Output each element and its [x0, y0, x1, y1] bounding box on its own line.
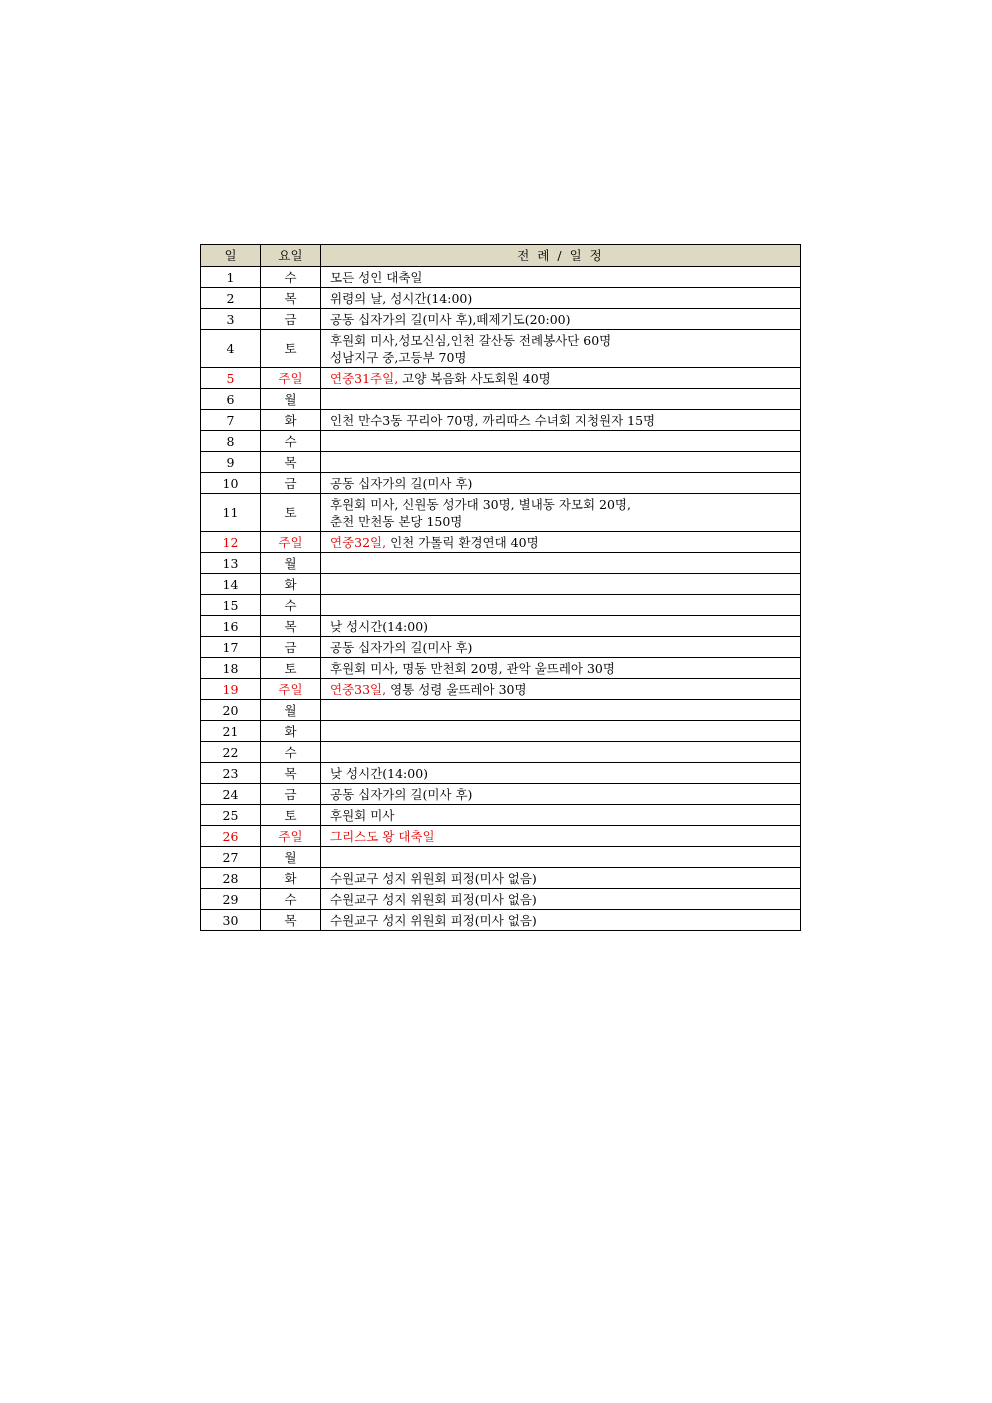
- events-cell: [321, 763, 801, 784]
- event-text: 공동 십자가의 길(미사 후),떼제기도(20:00): [330, 311, 571, 327]
- day-cell: 3: [201, 309, 261, 330]
- event-line: [330, 913, 537, 928]
- table-row: [201, 494, 801, 532]
- events-cell: [321, 616, 801, 637]
- day-cell: 25: [201, 805, 261, 826]
- event-line: [330, 619, 428, 634]
- event-text: 수원교구 성지 위원회 피정(미사 없음): [330, 912, 537, 928]
- event-text: 후원회 미사, 명동 만천회 20명, 관악 울뜨레아 30명: [330, 660, 615, 676]
- event-line: [330, 291, 472, 306]
- events-cell: [321, 826, 801, 847]
- day-cell: 2: [201, 288, 261, 309]
- weekday-cell: 주일: [261, 368, 321, 389]
- events-cell: [321, 784, 801, 805]
- event-text: 위령의 날, 성시간(14:00): [330, 290, 473, 306]
- event-line: 춘천 만천동 본당 150명: [330, 513, 463, 529]
- weekday-cell: 수: [261, 267, 321, 288]
- event-line: [330, 871, 537, 886]
- table-row: [201, 532, 801, 553]
- event-line: [330, 766, 428, 781]
- day-cell: 13: [201, 553, 261, 574]
- weekday-cell: 금: [261, 473, 321, 494]
- events-cell: [321, 410, 801, 431]
- weekday-cell: 목: [261, 616, 321, 637]
- event-line: [330, 476, 472, 491]
- events-cell: [321, 721, 801, 742]
- weekday-cell: 토: [261, 805, 321, 826]
- day-cell: 19: [201, 679, 261, 700]
- day-cell: 4: [201, 330, 261, 368]
- header-weekday: 요일: [261, 245, 321, 267]
- weekday-cell: 목: [261, 763, 321, 784]
- weekday-cell: 주일: [261, 679, 321, 700]
- weekday-cell: 주일: [261, 532, 321, 553]
- event-text: 영통 성령 울뜨레아 30명: [386, 681, 527, 697]
- day-cell: 30: [201, 910, 261, 931]
- weekday-cell: 목: [261, 910, 321, 931]
- events-cell: [321, 389, 801, 410]
- table-row: [201, 288, 801, 309]
- event-line: [330, 829, 435, 844]
- weekday-cell: 월: [261, 847, 321, 868]
- events-cell: [321, 595, 801, 616]
- event-line: [330, 371, 551, 386]
- event-text: 공동 십자가의 길(미사 후): [330, 475, 473, 491]
- event-text: 모든 성인 대축일: [330, 269, 423, 285]
- weekday-cell: 토: [261, 494, 321, 532]
- event-line: [330, 270, 422, 285]
- day-cell: 21: [201, 721, 261, 742]
- day-cell: 10: [201, 473, 261, 494]
- events-cell: [321, 847, 801, 868]
- event-line: 후원회 미사, 신원동 성가대 30명, 별내동 자모회 20명,: [330, 496, 631, 512]
- table-row: [201, 679, 801, 700]
- day-cell: 23: [201, 763, 261, 784]
- events-cell: [321, 532, 801, 553]
- table-row: [201, 658, 801, 679]
- day-cell: 15: [201, 595, 261, 616]
- weekday-cell: 수: [261, 431, 321, 452]
- weekday-cell: 금: [261, 309, 321, 330]
- weekday-cell: 주일: [261, 826, 321, 847]
- weekday-cell: 수: [261, 595, 321, 616]
- schedule-table: [200, 244, 801, 931]
- events-cell: [321, 309, 801, 330]
- table-row: [201, 826, 801, 847]
- day-cell: 11: [201, 494, 261, 532]
- events-cell: [321, 452, 801, 473]
- events-cell: [321, 679, 801, 700]
- table-row: [201, 574, 801, 595]
- table-row: [201, 389, 801, 410]
- day-cell: 5: [201, 368, 261, 389]
- table-row: [201, 452, 801, 473]
- table-row: [201, 742, 801, 763]
- day-cell: 16: [201, 616, 261, 637]
- day-cell: 28: [201, 868, 261, 889]
- day-cell: 7: [201, 410, 261, 431]
- day-cell: 26: [201, 826, 261, 847]
- weekday-cell: 목: [261, 288, 321, 309]
- events-cell: [321, 658, 801, 679]
- events-cell: [321, 368, 801, 389]
- events-cell: [321, 700, 801, 721]
- header-events: 전 례 / 일 정: [321, 245, 801, 267]
- feast-label: 그리스도 왕 대축일: [330, 828, 435, 844]
- weekday-cell: 금: [261, 784, 321, 805]
- day-cell: 20: [201, 700, 261, 721]
- table-row: [201, 700, 801, 721]
- weekday-cell: 월: [261, 389, 321, 410]
- table-row: [201, 431, 801, 452]
- weekday-cell: 목: [261, 452, 321, 473]
- schedule-body: [201, 267, 801, 931]
- day-cell: 27: [201, 847, 261, 868]
- table-row: [201, 784, 801, 805]
- event-text: 인천 만수3동 꾸리아 70명, 까리따스 수녀회 지청원자 15명: [330, 412, 656, 428]
- weekday-cell: 화: [261, 410, 321, 431]
- event-line: [330, 661, 615, 676]
- event-text: 수원교구 성지 위원회 피정(미사 없음): [330, 891, 537, 907]
- day-cell: 22: [201, 742, 261, 763]
- table-row: [201, 267, 801, 288]
- event-line: [330, 787, 472, 802]
- event-line: [330, 808, 394, 823]
- weekday-cell: 화: [261, 868, 321, 889]
- weekday-cell: 토: [261, 330, 321, 368]
- table-row: [201, 473, 801, 494]
- table-row: [201, 410, 801, 431]
- event-text: 인천 가톨릭 환경연대 40명: [386, 534, 539, 550]
- event-text: 고양 복음화 사도회원 40명: [398, 370, 551, 386]
- table-row: [201, 616, 801, 637]
- events-cell: [321, 473, 801, 494]
- event-text: 공동 십자가의 길(미사 후): [330, 639, 473, 655]
- weekday-cell: 수: [261, 889, 321, 910]
- header-day: 일: [201, 245, 261, 267]
- table-row: [201, 763, 801, 784]
- events-cell: [321, 553, 801, 574]
- table-row: [201, 637, 801, 658]
- events-cell: [321, 805, 801, 826]
- table-row: [201, 889, 801, 910]
- day-cell: 8: [201, 431, 261, 452]
- events-cell: [321, 889, 801, 910]
- table-row: [201, 330, 801, 368]
- weekday-cell: 토: [261, 658, 321, 679]
- events-cell: [321, 868, 801, 889]
- event-text: 공동 십자가의 길(미사 후): [330, 786, 473, 802]
- table-row: [201, 595, 801, 616]
- day-cell: 18: [201, 658, 261, 679]
- day-cell: 9: [201, 452, 261, 473]
- header-row: [201, 245, 801, 267]
- event-text: 낮 성시간(14:00): [330, 765, 429, 781]
- day-cell: 24: [201, 784, 261, 805]
- table-row: [201, 910, 801, 931]
- table-row: [201, 847, 801, 868]
- day-cell: 6: [201, 389, 261, 410]
- weekday-cell: 월: [261, 553, 321, 574]
- events-cell: [321, 288, 801, 309]
- feast-label: 연중33일,: [330, 681, 387, 697]
- event-line: [330, 682, 527, 697]
- events-cell: [321, 267, 801, 288]
- event-text: 낮 성시간(14:00): [330, 618, 429, 634]
- events-cell: [321, 742, 801, 763]
- events-cell: [321, 574, 801, 595]
- table-row: [201, 805, 801, 826]
- day-cell: 17: [201, 637, 261, 658]
- events-cell: [321, 637, 801, 658]
- day-cell: 14: [201, 574, 261, 595]
- weekday-cell: 금: [261, 637, 321, 658]
- day-cell: 29: [201, 889, 261, 910]
- event-line: 후원회 미사,성모신심,인천 갈산동 전례봉사단 60명: [330, 332, 612, 348]
- table-row: [201, 368, 801, 389]
- table-row: [201, 553, 801, 574]
- weekday-cell: 수: [261, 742, 321, 763]
- event-line: 성남지구 중,고등부 70명: [330, 349, 467, 365]
- event-line: [330, 892, 537, 907]
- weekday-cell: 화: [261, 574, 321, 595]
- day-cell: 12: [201, 532, 261, 553]
- table-row: [201, 868, 801, 889]
- table-row: [201, 721, 801, 742]
- day-cell: 1: [201, 267, 261, 288]
- events-cell: [321, 330, 801, 368]
- event-line: [330, 535, 539, 550]
- table-row: [201, 309, 801, 330]
- weekday-cell: 월: [261, 700, 321, 721]
- events-cell: [321, 494, 801, 532]
- weekday-cell: 화: [261, 721, 321, 742]
- event-line: [330, 413, 655, 428]
- event-line: [330, 312, 570, 327]
- event-text: 후원회 미사: [330, 807, 395, 823]
- event-text: 수원교구 성지 위원회 피정(미사 없음): [330, 870, 537, 886]
- feast-label: 연중31주일,: [330, 370, 399, 386]
- event-line: [330, 640, 472, 655]
- events-cell: [321, 431, 801, 452]
- feast-label: 연중32일,: [330, 534, 387, 550]
- events-cell: [321, 910, 801, 931]
